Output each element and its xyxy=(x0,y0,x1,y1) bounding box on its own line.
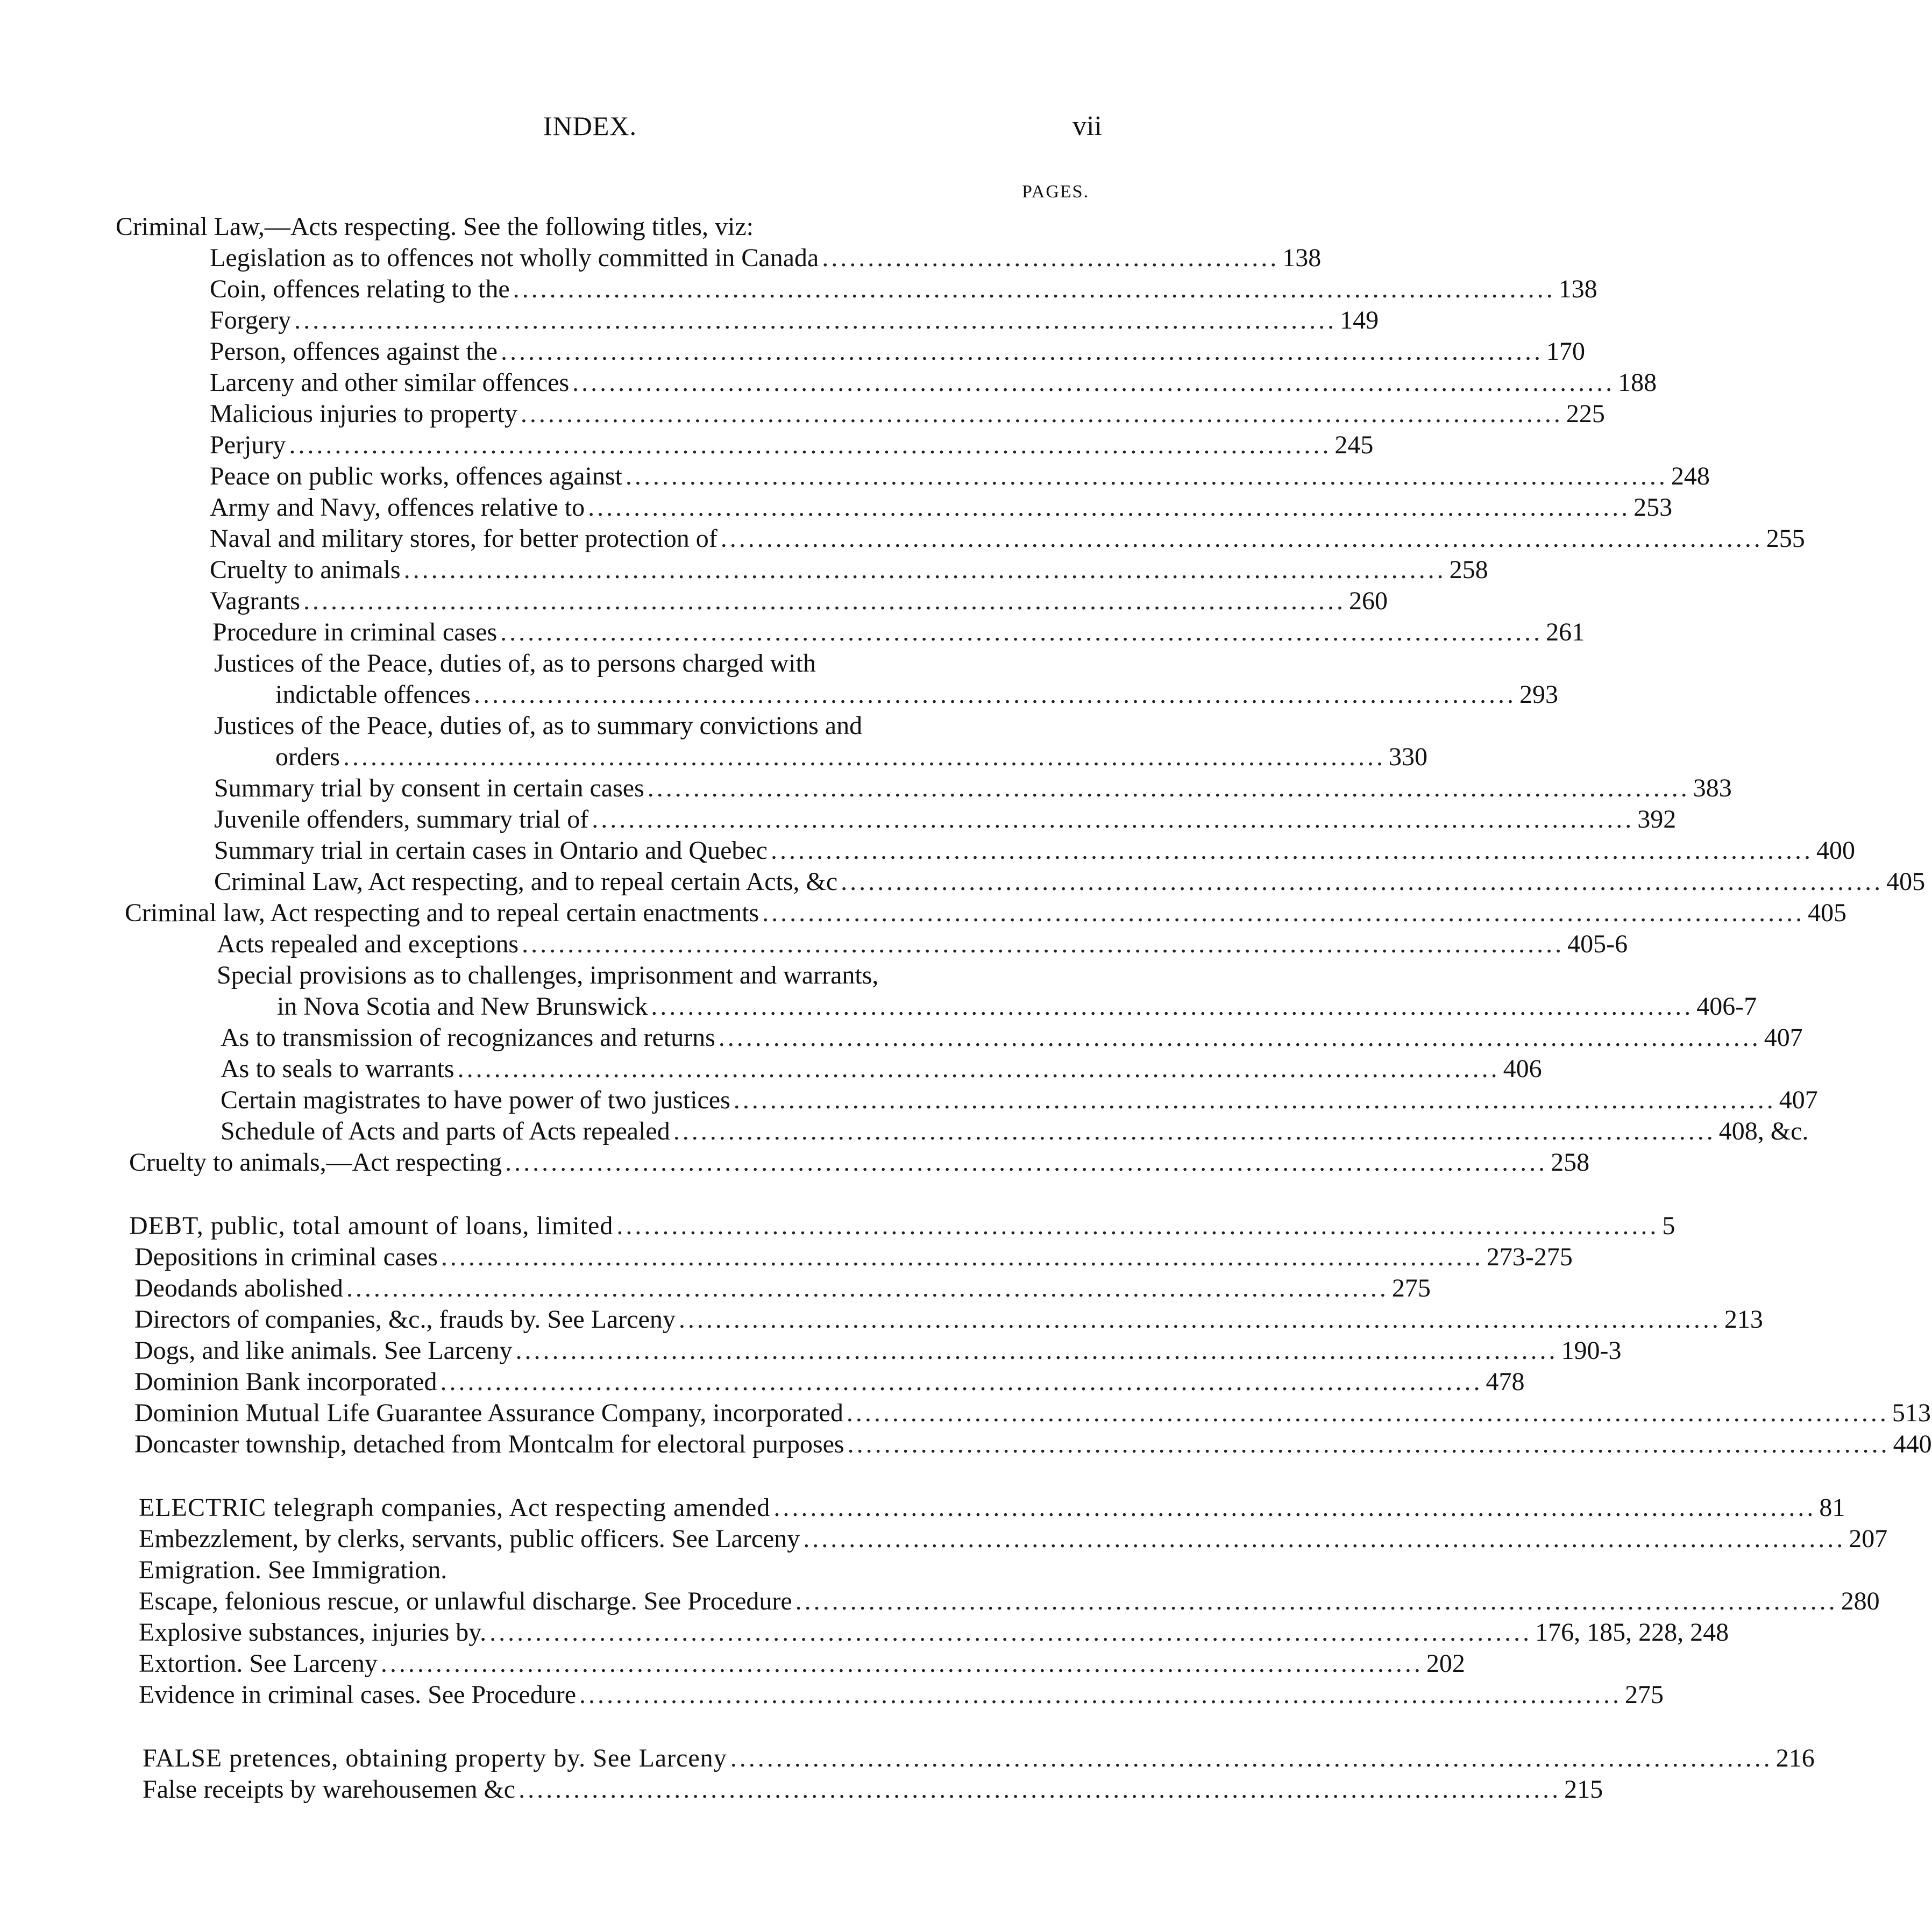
index-entry: Dominion Bank incorporated .................................................................................................................. 478 xyxy=(134,1368,1525,1396)
index-entry: FALSE pretences, obtaining property by. See Larceny .................................................................................................................. 216 xyxy=(143,1744,1815,1772)
index-entry: Acts repealed and exceptions .................................................................................................................. 405-6 xyxy=(217,930,1628,958)
index-entry: Embezzlement, by clerks, servants, public officers. See Larceny .................................................................................................................. 207 xyxy=(139,1525,1888,1553)
index-entry: Malicious injuries to property .................................................................................................................. 225 xyxy=(210,400,1605,428)
index-entry: Explosive substances, injuries by. .................................................................................................................. 176, 185, 228, 248 xyxy=(139,1618,1729,1647)
index-entry: Larceny and other similar offences .................................................................................................................. 188 xyxy=(210,368,1657,397)
index-entry: in Nova Scotia and New Brunswick .................................................................................................................. 406-7 xyxy=(277,992,1757,1021)
index-entry: Criminal Law, Act respecting, and to repeal certain Acts, &c .................................................................................................................. 405 xyxy=(214,867,1926,896)
index-entry: As to seals to warrants .................................................................................................................. 406 xyxy=(221,1055,1542,1083)
index-entry: Legislation as to offences not wholly committed in Canada .................................................. 138 xyxy=(210,244,1322,272)
index-entry: Deodands abolished .................................................................................................................. 275 xyxy=(134,1274,1431,1302)
index-entry: Criminal law, Act respecting and to repeal certain enactments .................................................................................................................. 405 xyxy=(125,899,1847,927)
index-entry: Escape, felonious rescue, or unlawful discharge. See Procedure .................................................................................................................. 280 xyxy=(139,1587,1880,1615)
index-entry: Doncaster township, detached from Montcalm for electoral purposes .................................................................................................................. 440 xyxy=(134,1430,1932,1458)
index-entry: Extortion. See Larceny .................................................................................................................. 202 xyxy=(139,1649,1465,1678)
index-entry: Forgery .................................................................................................................. 149 xyxy=(210,306,1379,334)
index-entry: Coin, offences relating to the .................................................................................................................. 138 xyxy=(210,275,1597,303)
index-entry: Schedule of Acts and parts of Acts repealed .................................................................................................................. 408, &c. xyxy=(221,1117,1809,1145)
index-entry: Directors of companies, &c., frauds by. See Larceny .................................................................................................................. 213 xyxy=(134,1305,1763,1334)
index-entry: Justices of the Peace, duties of, as to summary convictions and xyxy=(214,711,863,740)
index-entry: As to transmission of recognizances and returns .................................................................................................................. 407 xyxy=(221,1023,1803,1052)
index-entry: Depositions in criminal cases .................................................................................................................. 273-275 xyxy=(134,1243,1573,1271)
index-entry: False receipts by warehousemen &c .................................................................................................................. 215 xyxy=(143,1775,1603,1804)
index-entry: DEBT, public, total amount of loans, limited .................................................................................................................. 5 xyxy=(129,1212,1675,1240)
index-entry: Summary trial in certain cases in Ontario and Quebec .................................................................................................................. 400 xyxy=(214,836,1855,865)
page-header xyxy=(0,110,1206,148)
index-entry: Criminal Law,—Acts respecting. See the following titles, viz: xyxy=(116,212,754,241)
index-entry: Juvenile offenders, summary trial of .................................................................................................................. 392 xyxy=(214,805,1677,834)
index-entry: Evidence in criminal cases. See Procedure .................................................................................................................. 275 xyxy=(139,1680,1664,1709)
index-entry: Naval and military stores, for better protection of .................................................................................................................. 255 xyxy=(210,524,1805,553)
index-entry: indictable offences .................................................................................................................. 293 xyxy=(275,680,1558,709)
pages-column-label: PAGES. xyxy=(1022,182,1090,202)
page-title: INDEX. xyxy=(543,111,637,141)
index-entry: Cruelty to animals,—Act respecting .................................................................................................................. 258 xyxy=(129,1148,1590,1177)
index-entry: Person, offences against the .................................................................................................................. 170 xyxy=(210,337,1585,366)
index-entry: Vagrants .................................................................................................................. 260 xyxy=(210,587,1388,615)
index-entry: Peace on public works, offences against .................................................................................................................. 248 xyxy=(210,462,1710,490)
index-entry: Perjury .................................................................................................................. 245 xyxy=(210,431,1374,459)
index-entry: Emigration. See Immigration. xyxy=(139,1556,448,1584)
index-entry: Dominion Mutual Life Guarantee Assurance Company, incorporated .................................................................................................................. 513 xyxy=(134,1399,1931,1427)
index-entry: Procedure in criminal cases .................................................................................................................. 261 xyxy=(212,618,1585,646)
index-entry: Justices of the Peace, duties of, as to persons charged with xyxy=(214,649,816,678)
index-entry: Dogs, and like animals. See Larceny .................................................................................................................. 190-3 xyxy=(134,1336,1622,1365)
index-entry: Special provisions as to challenges, imprisonment and warrants, xyxy=(217,961,879,989)
index-entry: ELECTRIC telegraph companies, Act respecting amended .................................................................................................................. 81 xyxy=(139,1493,1845,1522)
index-entry: Summary trial by consent in certain cases .................................................................................................................. 383 xyxy=(214,774,1732,802)
index-entry: Army and Navy, offences relative to .................................................................................................................. 253 xyxy=(210,493,1673,522)
page-number: vii xyxy=(1072,111,1102,141)
index-entry: Cruelty to animals .................................................................................................................. 258 xyxy=(210,555,1488,584)
index-entry: orders .................................................................................................................. 330 xyxy=(275,743,1427,771)
index-entry: Certain magistrates to have power of two justices .................................................................................................................. 407 xyxy=(221,1086,1818,1114)
